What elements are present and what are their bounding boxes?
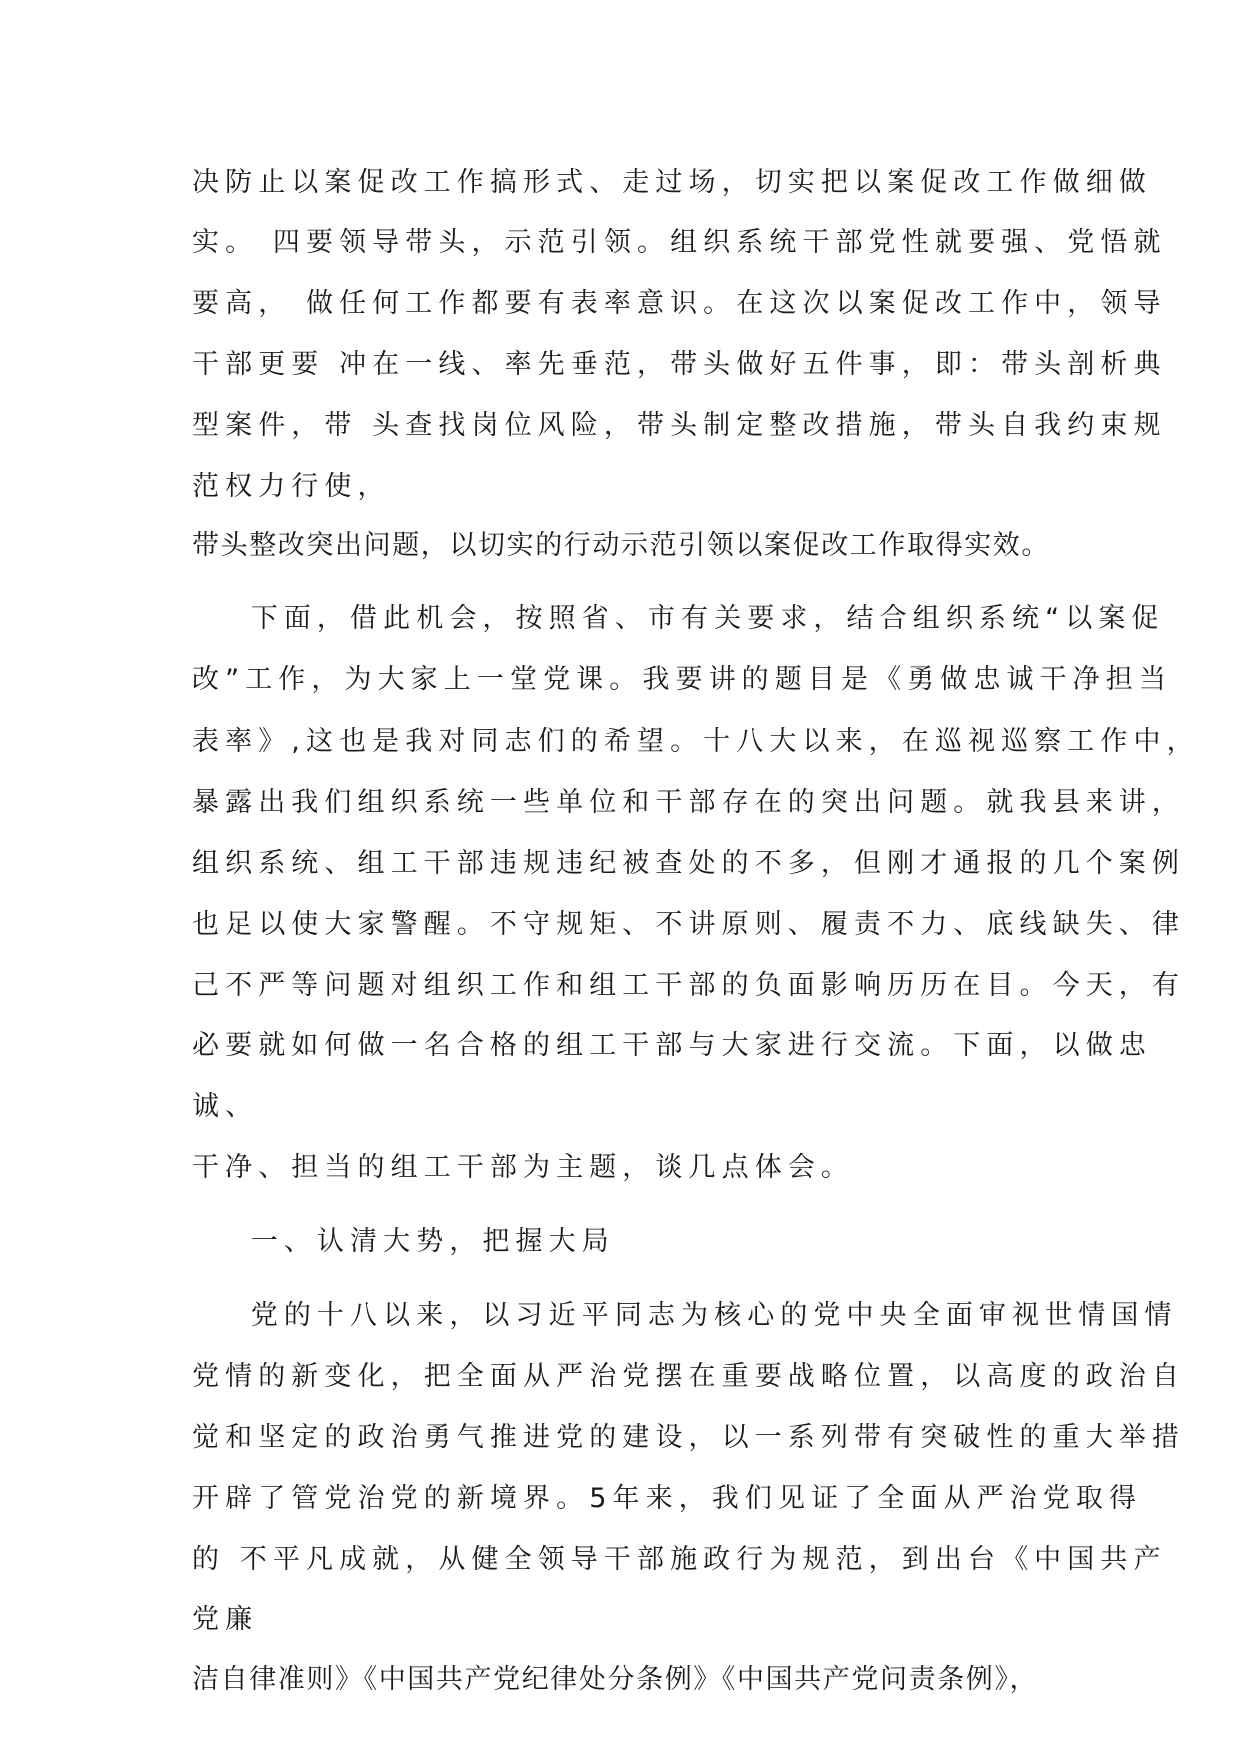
text-line: 党情的新变化，把全面从严治党摆在重要战略位置，以高度的政治自: [192, 1361, 1185, 1392]
text-line: 暴露出我们组织系统一些单位和干部存在的突出问题。就我县来讲，: [192, 787, 1185, 818]
text-line: 诚、: [192, 1091, 259, 1122]
text-line: 觉和坚定的政治勇气推进党的建设，以一系列带有突破性的重大举措: [192, 1422, 1185, 1453]
text-line: 干净、担当的组工干部为主题，谈几点体会。: [192, 1152, 854, 1183]
text-line: 必要就如何做一名合格的组工干部与大家进行交流。下面，以做忠: [192, 1030, 1152, 1061]
text-line: 表率》,这也是我对同志们的希望。十八大以来，在巡视巡察工作中，: [192, 726, 1200, 757]
text-line: 也足以使大家警醒。不守规矩、不讲原则、履责不力、底线缺失、律: [192, 909, 1185, 940]
section-heading: 一、认清大势，把握大局: [192, 1226, 615, 1257]
text-line: 己不严等问题对组织工作和组工干部的负面影响历历在目。今天，有: [192, 970, 1185, 1001]
text-line: 型案件，带 头查找岗位风险，带头制定整改措施，带头自我约束规: [192, 410, 1167, 441]
text-line: 党的十八以来，以习近平同志为核心的党中央全面审视世情国情: [192, 1300, 1178, 1331]
text-line: 范权力行使，: [192, 471, 391, 502]
text-line: 组织系统、组工干部违规违纪被查处的不多，但刚才通报的几个案例: [192, 848, 1185, 879]
text-line: 下面，借此机会，按照省、市有关要求，结合组织系统“以案促: [192, 603, 1165, 634]
text-line: 实。 四要领导带头，示范引领。组织系统干部党性就要强、党悟就: [192, 227, 1167, 258]
text-line: 干部更要 冲在一线、率先垂范，带头做好五件事，即：带头剖析典: [192, 349, 1167, 380]
text-line: 决防止以案促改工作搞形式、走过场，切实把以案促改工作做细做: [192, 167, 1152, 198]
text-line: 带头整改突出问题，以切实的行动示范引领以案促改工作取得实效。: [192, 530, 1050, 561]
text-line: 开辟了管党治党的新境界。5年来，我们见证了全面从严治党取得: [192, 1483, 1143, 1514]
text-line: 要高， 做任何工作都要有表率意识。在这次以案促改工作中，领导: [192, 288, 1167, 319]
text-line: 的 不平凡成就，从健全领导干部施政行为规范，到出台《中国共产: [192, 1544, 1167, 1575]
text-line: 改”工作，为大家上一堂党课。我要讲的题目是《勇做忠诚干净担当: [192, 664, 1172, 695]
text-line: 洁自律准则》《中国共产党纪律处分条例》《中国共产党问责条例》，: [192, 1664, 1039, 1695]
text-line: 党廉: [192, 1604, 259, 1635]
